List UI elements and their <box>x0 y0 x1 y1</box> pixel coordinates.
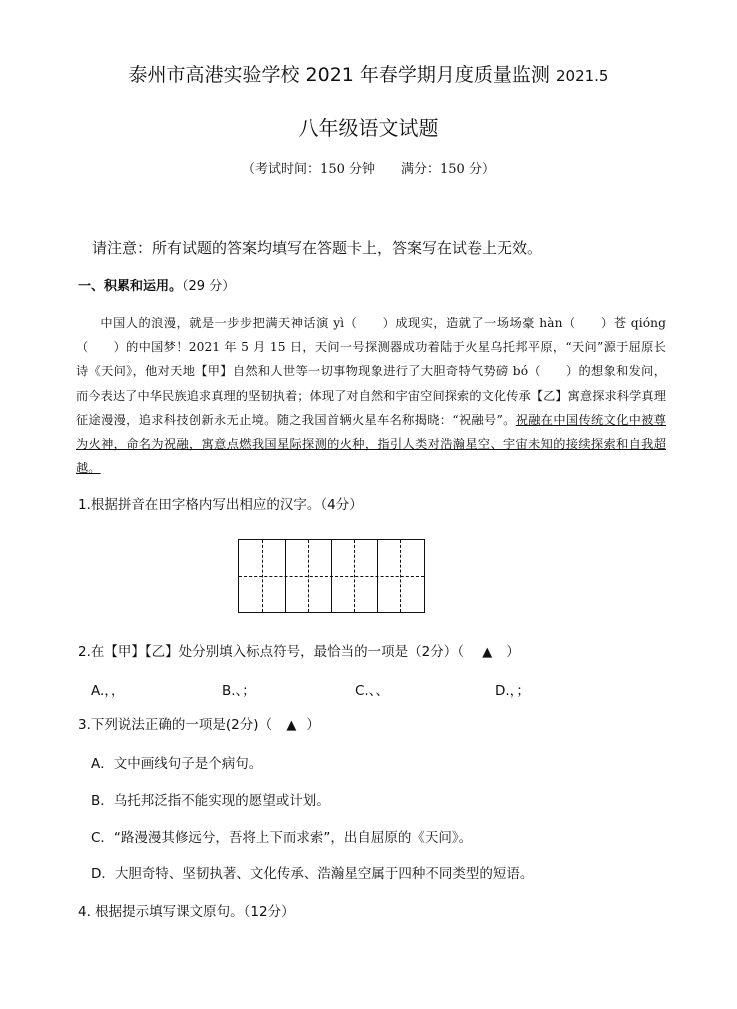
tianzige-grid[interactable] <box>238 539 425 613</box>
exam-title-text: 泰州市高港实验学校 2021 年春学期月度质量监测 <box>128 64 550 86</box>
exam-info <box>0 158 737 177</box>
exam-title <box>0 60 737 87</box>
answer-mark: ▲ <box>482 645 493 660</box>
question-1: 1.根据拼音在田字格内写出相应的汉字。（4分） <box>78 497 363 513</box>
question-3 <box>78 713 320 733</box>
passage-paragraph <box>76 311 666 480</box>
passage-text: 中国人的浪漫，就是一步步把满天神话演 yì（ ）成现实，造就了一场场豪 hàn（ ）苍 qióng（ ）的中国梦！2021 年 5 月 15 日，天问一号探测器成功着陆于火星乌托邦平原，“天问”源于屈原长诗《天问》，他对天地【甲】自然和人世等一切事物现象进行了大胆奇特气势磅 bó（ ）的想象和发问，而今表达了中华民族追求真理的坚韧执着；体现了对自然和宇宙空间探索的文化传承【乙】寓意探求科学真理征途漫漫，追求科技创新永无止境。随之我国首辆火星车名称揭晓：“祝融号”。 <box>76 316 666 427</box>
question-2-close: ） <box>506 644 520 660</box>
section-title: 一、积累和运用。 <box>78 279 183 294</box>
section-heading <box>78 275 235 294</box>
q2-option-d[interactable]: D.，； <box>495 683 530 699</box>
exam-date: 2021.5 <box>555 67 609 85</box>
reading-passage <box>76 311 666 480</box>
section-points: （29 分） <box>182 279 236 294</box>
q3-option-d[interactable]: D．大胆奇特、坚韧执著、文化传承、浩瀚星空属于四种不同类型的短语。 <box>91 866 534 882</box>
question-4: 4. 根据提示填写课文原句。（12分） <box>78 904 295 920</box>
q2-option-b[interactable]: B.、； <box>222 683 256 699</box>
q3-option-c[interactable]: C．“路漫漫其修远兮，吾将上下而求索”，出自屈原的《天问》。 <box>91 830 473 846</box>
question-2-text: 2.在【甲】【乙】处分别填入标点符号，最恰当的一项是（2分）（ <box>78 644 464 660</box>
underlined-sentence: 祝融在中国传统文化中被尊为火神，命名为祝融，寓意点燃我国星际探测的火种，指引人类对浩瀚星空、宇宙未知的接续探索和自我超越。 <box>76 412 667 476</box>
exam-subtitle: 八年级语文试题 <box>298 116 439 140</box>
full-score: 满分：150 分） <box>401 162 495 177</box>
question-3-close: ） <box>306 717 320 733</box>
question-2 <box>78 640 520 660</box>
q3-option-b[interactable]: B．乌托邦泛指不能实现的愿望或计划。 <box>91 793 330 809</box>
exam-time: （考试时间：150 分钟 <box>242 162 375 177</box>
question-3-text: 3.下列说法正确的一项是(2分)（ <box>78 717 273 733</box>
notice: 请注意：所有试题的答案均填写在答题卡上，答案写在试卷上无效。 <box>92 239 543 257</box>
q3-option-a[interactable]: A．文中画线句子是个病句。 <box>91 756 263 772</box>
q2-option-c[interactable]: C.、、 <box>355 683 389 699</box>
q2-option-a[interactable]: A.，， <box>91 683 125 699</box>
answer-mark: ▲ <box>286 718 297 733</box>
